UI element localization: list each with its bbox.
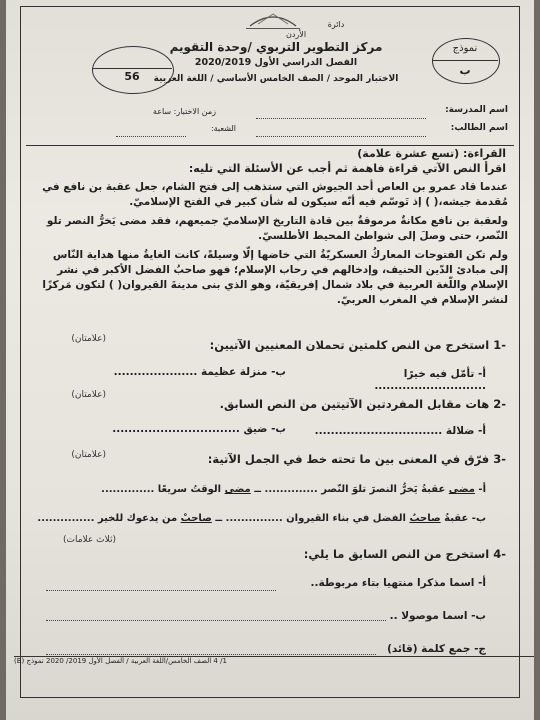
question-4-item-b: ب- اسما موصولا .. — [389, 610, 486, 622]
question-2-item-a[interactable]: أ- ضلالة ................................ — [314, 425, 486, 437]
answer-line-4c[interactable] — [46, 654, 376, 655]
question-1-marks: (علامتان) — [71, 334, 106, 344]
question-3: -3 فرّق في المعنى بين ما تحته خط في الجمل الآتية: — [207, 452, 506, 466]
department-label: دائرة — [327, 20, 345, 29]
student-label: اسم الطالب: — [450, 123, 508, 133]
model-label: نموذج — [452, 43, 478, 54]
reading-paragraph-2: ولعقبة بن نافع مكانةٌ مرموقةٌ بين قادة التاريخ الإسلاميّ جميعهم، فقد مضى يَخرُّ النصر تلو النّصر، حتى وصلَ إلى شواطئ المحيط الأطلسيّ. — [46, 215, 508, 242]
reading-paragraph-1: عندما قاد عمرو بن العاص أحد الجيوش التي ستذهب إلى فتح الشام، جعل عقبة بن نافع في مُقدمة جيشه،( ) إذ تَوسّم فيه أنّه سيكون له شأن كبير في الفتح الإسلاميّ. — [42, 181, 508, 208]
reading-paragraph-3: ولم تكن الفتوحات المعاركُ العسكريّةُ التي خاضها إلّا وسيلةً، كانت الغايةُ منها هداية النّاس إلى مبادئ الدّين الحنيف، وإدخالهم في رحاب الإسلام؛ فهو صاحبُ الفضل الأكبر في نشر الإسلام واللّغة العربية في بلاد شمال إفريقيّة، وهو الذي بنى مدينةَ القيروان( ) لتكون مَركزًا لنشر الإسلام في المغرب العربيّ. — [42, 249, 508, 306]
question-1: -1 استخرج من النص كلمتين تحملان المعنيين الآتيين: — [209, 338, 506, 352]
school-label: اسم المدرسة: — [445, 105, 508, 115]
question-2-marks: (علامتان) — [71, 390, 106, 400]
question-2: -2 هات مقابل المفردتين الآتيتين من النص السابق. — [219, 397, 506, 411]
school-field[interactable] — [256, 118, 426, 119]
exam-sheet — [6, 0, 534, 720]
question-4-marks: (ثلاث علامات) — [62, 535, 116, 545]
model-value: ب — [459, 64, 471, 77]
score-value: 56 — [124, 70, 140, 83]
question-2-item-b[interactable]: ب- ضيق ................................ — [112, 423, 286, 435]
reading-title: القراءة: (تسع عشرة علامة) — [357, 147, 506, 160]
question-4: -4 استخرج من النص السابق ما يلي: — [303, 547, 506, 561]
answer-line-4a[interactable] — [46, 590, 276, 591]
section-label: الشعبة: — [210, 124, 236, 133]
question-4-item-a: أ- اسما مذكرا منتهيا بتاء مربوطة.. — [310, 577, 486, 589]
question-3-item-b[interactable]: ب- عقبةُ صاحبُ الفضل في بناء القيروان ............... ــ صاحبْ من يدعوك للخير ............... — [37, 513, 486, 524]
answer-line-4b[interactable] — [46, 620, 386, 621]
section-field[interactable] — [116, 136, 186, 137]
duration-label: زمن الاختبار: ساعة — [152, 107, 216, 116]
semester-label: الفصل الدراسي الأول 2020/2019 — [194, 57, 358, 68]
reading-instruction: اقرأ النص الآتي قراءة فاهمة ثم أجب عن الأسئلة التي تليه: — [188, 162, 506, 175]
question-1-item-a[interactable]: أ- تأمّل فيه خيرًا ............................ — [374, 368, 486, 392]
page-footer: 1/ 4 الصف الخامس/اللغة العربية / الفصل الأول 2019/ 2020 نموذج (B) — [14, 656, 534, 665]
question-1-item-b[interactable]: ب- منزلة عظيمة ..................... — [113, 366, 286, 378]
header-divider — [26, 145, 514, 146]
question-3-marks: (علامتان) — [71, 450, 106, 460]
jordan-crest-icon — [246, 10, 300, 29]
exam-title: الاختبار الموحد / الصف الخامس الأساسي / اللغة العربية — [153, 74, 399, 84]
center-title: مركز التطوير التربوي /وحدة التقويم — [169, 40, 383, 54]
question-3-item-a[interactable]: أ- مضى عقبةُ يَخرُّ النصرَ تلوَ النّصر .............. ــ مضى الوقتُ سريعًا .............. — [101, 484, 486, 495]
country-label: الأردن — [285, 30, 307, 39]
question-4-item-c: ج- جمع كلمة (قائد) — [387, 643, 486, 655]
student-field[interactable] — [256, 136, 426, 137]
